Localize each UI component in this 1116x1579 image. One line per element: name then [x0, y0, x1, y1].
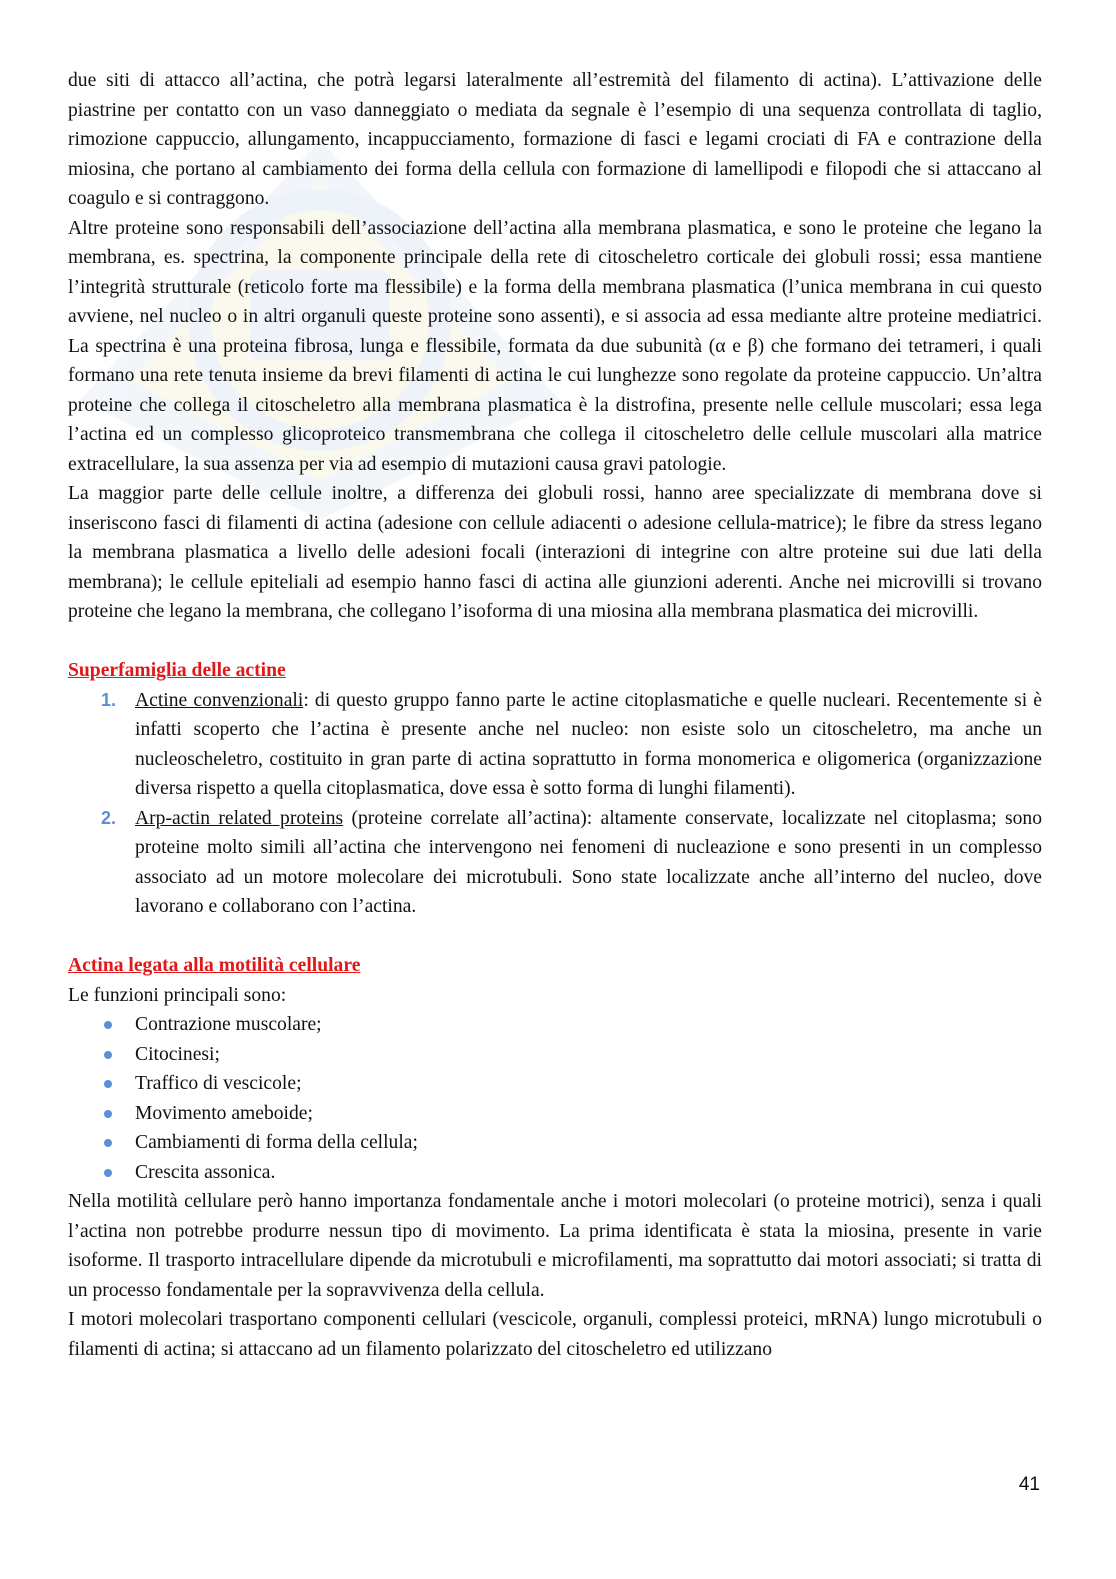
list-text: Movimento ameboide;	[135, 1102, 313, 1124]
list-term: Arp-actin related proteins	[135, 807, 344, 829]
list-item	[68, 1010, 1042, 1040]
section-heading: Superfamiglia delle actine	[68, 660, 286, 681]
paragraph: I motori molecolari trasportano componenti cellulari (vescicole, organuli, complessi proteici, mRNA) lungo microtubuli o filamenti di actina; si attaccano ad un filamento polarizzato del citoscheletro ed utilizzano	[68, 1309, 1042, 1360]
intro-text: Le funzioni principali sono:	[68, 984, 287, 1006]
bullet-icon	[104, 1021, 112, 1029]
bullet-icon	[104, 1110, 112, 1118]
numbered-list	[68, 686, 1042, 922]
list-number: 2.	[101, 807, 117, 828]
paragraph: La maggior parte delle cellule inoltre, a differenza dei globuli rossi, hanno aree specializzate di membrana dove si inseriscono fasci di filamenti di actina (adesione con cellule adiacenti o adesione cellula-matrice); le fibre da stress legano la membrana plasmatica a livello delle adesioni focali (interazioni di integrine con altre proteine sui due lati della membrana); le cellule epiteliali ad esempio hanno fasci di actina alle giunzioni aderenti. Anche nei microvilli si trovano proteine che legano la membrana, che collegano l’isoforma di una miosina alla membrana plasmatica dei microvilli.	[68, 483, 1042, 622]
paragraph: due siti di attacco all’actina, che potrà legarsi lateralmente all’estremità del filamento di actina). L’attivazione delle piastrine per contatto con un vaso danneggiato o mediata da segnale è l’esempio di una sequenza controllata di taglio, rimozione cappuccio, allungamento, incappucciamento, formazione di fasci e legami crociati di FA e contrazione della miosina, che portano al cambiamento dei forma della cellula con formazione di lamellipodi e filopodi che si attaccano al coagulo e si contraggono.	[68, 70, 1042, 209]
list-item	[68, 1128, 1042, 1158]
list-text: Contrazione muscolare;	[135, 1014, 322, 1035]
list-item	[68, 1040, 1042, 1070]
spacer	[68, 627, 1042, 657]
list-number: 1.	[101, 689, 117, 710]
document-page	[68, 66, 1042, 1364]
page-number: 41	[1018, 1474, 1040, 1495]
list-item	[68, 1099, 1042, 1129]
list-text: : di questo gruppo fanno parte le actine citoplasmatiche e quelle nucleari. Recentemente si è infatti scoperto che l’actina è presente anche nel nucleo: non esiste solo un citoscheletro, ma anche un nucleoscheletro, costituito in gran parte di actina soprattutto in forma monomerica e oligomerica (organizzazione diversa rispetto a quella citoplasmatica, dove essa è sotto forma di lunghi filamenti).	[135, 689, 1043, 799]
bullet-icon	[104, 1139, 112, 1147]
list-text: Cambiamenti di forma della cellula;	[135, 1132, 418, 1153]
bullet-list	[68, 1010, 1042, 1187]
list-text: Crescita assonica.	[135, 1161, 276, 1183]
list-term: Actine convenzionali	[135, 689, 304, 711]
section-heading: Actina legata alla motilità cellulare	[68, 955, 361, 976]
list-text: Citocinesi;	[135, 1043, 220, 1065]
paragraph: Nella motilità cellulare però hanno importanza fondamentale anche i motori molecolari (o proteine motrici), senza i quali l’actina non potrebbe produrre nessun tipo di movimento. La prima identificata è stata la miosina, presente in varie isoforme. Il trasporto intracellulare dipende da microtubuli e microfilamenti, ma soprattutto dai motori associati; si tratta di un processo fondamentale per la sopravvivenza della cellula.	[68, 1191, 1042, 1301]
list-text: (proteine correlate all’actina): altamente conservate, localizzate nel citoplasma; sono proteine molto simili all’actina che intervengono nei fenomeni di nucleazione e sono presenti in un complesso associato ad un motore molecolare dei microtubuli. Sono state localizzate anche all’interno del nucleo, dove lavorano e collaborano con l’actina.	[135, 807, 1042, 917]
spacer	[68, 922, 1042, 952]
list-item	[68, 1069, 1042, 1099]
list-item	[68, 686, 1042, 804]
list-text: Traffico di vescicole;	[135, 1073, 302, 1094]
paragraph: Altre proteine sono responsabili dell’associazione dell’actina alla membrana plasmatica, e sono le proteine che legano la membrana, es. spectrina, la componente principale della rete di citoscheletro corticale dei globuli rossi; essa mantiene l’integrità strutturale (reticolo forte ma flessibile) e la forma della membrana plasmatica (l’unica membrana in cui questo avviene, nel nucleo o in altri organuli queste proteine sono assenti), e si associa ad essa mediante altre proteine mediatrici. La spectrina è una proteina fibrosa, lunga e flessibile, formata da due subunità (α e β) che formano dei tetrameri, i quali formano una rete tenuta insieme da brevi filamenti di actina le cui lunghezze sono regolate da proteine cappuccio. Un’altra proteine che collega il citoscheletro alla membrana plasmatica è la distrofina, presente nelle cellule muscolari; essa lega l’actina ed un complesso glicoproteico transmembrana che collega il citoscheletro delle cellule muscolari alla matrice extracellulare, la sua assenza per via ad esempio di mutazioni causa gravi patologie.	[68, 217, 1042, 475]
bullet-icon	[104, 1080, 112, 1088]
list-item	[68, 804, 1042, 922]
bullet-icon	[104, 1169, 112, 1177]
bullet-icon	[104, 1051, 112, 1059]
list-item	[68, 1158, 1042, 1188]
